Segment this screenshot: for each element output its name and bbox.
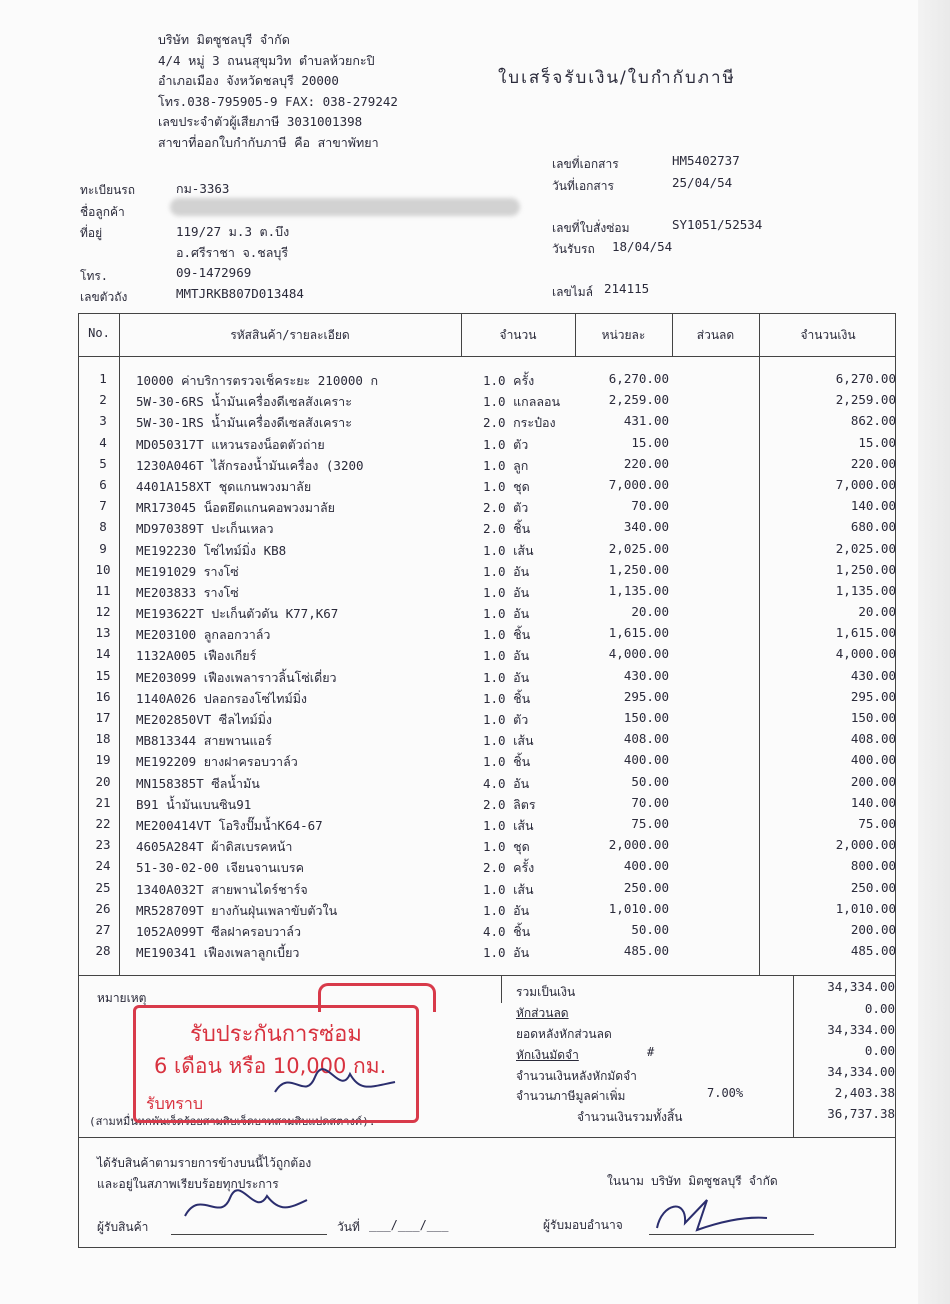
document-title: ใบเสร็จรับเงิน/ใบกำกับภาษี bbox=[498, 68, 736, 88]
row-quantity: 1.0 เส้น bbox=[483, 881, 534, 897]
address-line-2: อ.ศรีราชา จ.ชลบุรี bbox=[176, 245, 289, 260]
row-description: 1340A032T สายพานไดร์ชาร์จ bbox=[136, 881, 308, 897]
chassis-number: MMTJRKB807D013484 bbox=[176, 286, 304, 301]
row-unit-price: 400.00 bbox=[623, 752, 669, 768]
row-no: 19 bbox=[95, 752, 111, 768]
row-quantity: 1.0 อัน bbox=[483, 669, 530, 685]
row-total: 15.00 bbox=[858, 434, 896, 450]
row-no: 4 bbox=[99, 434, 107, 450]
table-row bbox=[79, 899, 895, 920]
table-row bbox=[79, 772, 895, 793]
row-total: 485.00 bbox=[850, 943, 896, 959]
row-unit-price: 2,259.00 bbox=[608, 392, 669, 408]
row-quantity: 1.0 ชิ้น bbox=[483, 754, 531, 770]
table-row bbox=[79, 708, 895, 729]
table-row bbox=[79, 729, 895, 750]
row-total: 800.00 bbox=[850, 858, 896, 874]
repair-no-label: เลขที่ใบสั่งซ่อม bbox=[552, 221, 630, 235]
row-quantity: 2.0 กระป๋อง bbox=[483, 415, 556, 431]
table-row bbox=[79, 644, 895, 665]
row-no: 5 bbox=[99, 455, 107, 471]
after-discount-label: ยอดหลังหักส่วนลด bbox=[516, 1027, 612, 1041]
amount-in-words: (สามหมื่นหกพันเจ็ดร้อยสามสิบเจ็ดบาทสามสิบแปดสตางค์). bbox=[89, 1115, 376, 1128]
row-no: 11 bbox=[95, 582, 111, 598]
row-unit-price: 1,615.00 bbox=[608, 625, 669, 641]
row-total: 20.00 bbox=[858, 604, 896, 620]
receiver-signature bbox=[175, 1178, 315, 1228]
phone: 09-1472969 bbox=[176, 265, 252, 280]
row-description: 5W-30-6RS น้ำมันเครื่องดีเซลสังเคราะ bbox=[136, 394, 352, 410]
address-line-1: 119/27 ม.3 ต.บึง bbox=[176, 224, 290, 239]
row-no: 18 bbox=[95, 731, 111, 747]
company-line: อำเภอเมือง จังหวัดชลบุรี 20000 bbox=[158, 73, 339, 88]
row-quantity: 1.0 อัน bbox=[483, 648, 530, 664]
table-body bbox=[79, 369, 895, 962]
address-label: ที่อยู่ bbox=[80, 226, 103, 240]
repair-no: SY1051/52534 bbox=[672, 217, 763, 232]
row-unit-price: 6,270.00 bbox=[608, 371, 669, 386]
row-quantity: 1.0 ตัว bbox=[483, 712, 529, 727]
row-quantity: 2.0 ชิ้น bbox=[483, 521, 531, 537]
row-total: 150.00 bbox=[850, 710, 896, 725]
row-total: 2,259.00 bbox=[835, 392, 896, 408]
row-no: 1 bbox=[99, 371, 107, 386]
row-no: 20 bbox=[95, 773, 111, 789]
doc-date: 25/04/54 bbox=[672, 175, 733, 190]
table-row bbox=[79, 750, 895, 771]
deposit-mark: # bbox=[647, 1045, 655, 1059]
table-row bbox=[79, 856, 895, 877]
table-row bbox=[79, 560, 895, 581]
table-row bbox=[79, 390, 895, 411]
row-quantity: 2.0 ตัว bbox=[483, 500, 529, 516]
row-description: MN158385T ซีลน้ำมัน bbox=[136, 775, 260, 791]
row-total: 6,270.00 bbox=[835, 371, 896, 386]
row-total: 140.00 bbox=[850, 794, 896, 810]
row-description: 1052A099T ซีลฝาครอบวาล์ว bbox=[136, 923, 301, 939]
row-total: 2,025.00 bbox=[835, 540, 896, 556]
items-table bbox=[78, 313, 896, 976]
row-description: 1230A046T ไส้กรองน้ำมันเครื่อง (3200 bbox=[136, 457, 364, 473]
header-desc: รหัสสินค้า/รายละเอียด bbox=[230, 328, 350, 342]
row-total: 75.00 bbox=[858, 815, 896, 831]
table-row bbox=[79, 411, 895, 432]
header-no: No. bbox=[88, 326, 110, 340]
doc-no-label: เลขที่เอกสาร bbox=[552, 157, 619, 171]
received-text-2: และอยู่ในสภาพเรียบร้อยทุกประการ bbox=[97, 1177, 279, 1191]
table-row bbox=[79, 941, 895, 962]
row-unit-price: 1,135.00 bbox=[608, 582, 669, 598]
redacted-customer-name bbox=[170, 198, 520, 216]
row-description: MD050317T แหวนรองน็อตตัวถ่าย bbox=[136, 436, 325, 452]
row-total: 408.00 bbox=[850, 731, 896, 747]
row-total: 680.00 bbox=[850, 519, 896, 535]
row-quantity: 2.0 ครั้ง bbox=[483, 860, 535, 876]
row-description: ME202850VT ซีลไทม์มิ่ง bbox=[136, 712, 273, 727]
row-unit-price: 50.00 bbox=[631, 773, 669, 789]
row-total: 4,000.00 bbox=[835, 646, 896, 662]
table-row bbox=[79, 433, 895, 454]
table-row bbox=[79, 475, 895, 496]
row-total: 7,000.00 bbox=[835, 476, 896, 492]
row-description: 10000 ค่าบริการตรวจเช็คระยะ 210000 ก bbox=[136, 373, 379, 388]
row-no: 13 bbox=[95, 625, 111, 641]
row-unit-price: 150.00 bbox=[623, 710, 669, 725]
row-unit-price: 75.00 bbox=[631, 815, 669, 831]
row-total: 295.00 bbox=[850, 688, 896, 704]
row-description: MR528709T ยางกันฝุ่นเพลาขับตัวใน bbox=[136, 902, 338, 918]
table-row bbox=[79, 602, 895, 623]
row-no: 3 bbox=[99, 413, 107, 429]
row-no: 22 bbox=[95, 815, 111, 831]
row-unit-price: 485.00 bbox=[623, 943, 669, 959]
row-total: 140.00 bbox=[850, 498, 896, 514]
row-total: 430.00 bbox=[850, 667, 896, 683]
row-description: ME203833 รางโซ่ bbox=[136, 584, 239, 600]
authorized-signature bbox=[647, 1188, 777, 1238]
date-blank: ___/___/___ bbox=[369, 1218, 449, 1232]
table-row bbox=[79, 517, 895, 538]
row-quantity: 2.0 ลิตร bbox=[483, 796, 536, 812]
row-no: 14 bbox=[95, 646, 111, 662]
row-description: ME192230 โซ่ไทม์มิ่ง KB8 bbox=[136, 542, 287, 558]
row-quantity: 1.0 ชิ้น bbox=[483, 690, 531, 706]
grand-total-value: 36,737.38 bbox=[827, 1106, 895, 1121]
company-line: โทร.038-795905-9 FAX: 038-279242 bbox=[158, 93, 398, 109]
row-quantity: 4.0 อัน bbox=[483, 775, 530, 791]
stamp-signature bbox=[270, 1062, 400, 1107]
table-row bbox=[79, 814, 895, 835]
row-quantity: 1.0 อัน bbox=[483, 606, 530, 622]
row-description: 1132A005 เฟืองเกียร์ bbox=[136, 648, 257, 664]
row-quantity: 1.0 อัน bbox=[483, 902, 530, 918]
row-unit-price: 7,000.00 bbox=[608, 476, 669, 492]
row-description: 51-30-02-00 เจียนจานเบรค bbox=[136, 860, 304, 876]
receive-date-label: วันรับรถ bbox=[552, 242, 595, 256]
row-no: 26 bbox=[95, 900, 111, 916]
row-description: 1140A026 ปลอกรองโซ่ไทม์มิ่ง bbox=[136, 690, 308, 706]
row-description: ME200414VT โอริงปั๊มน้ำK64-67 bbox=[136, 817, 323, 833]
company-line: 4/4 หมู่ 3 ถนนสุขุมวิท ตำบลห้วยกะปิ bbox=[158, 52, 375, 68]
subtotal-value: 34,334.00 bbox=[827, 979, 895, 994]
row-total: 1,010.00 bbox=[835, 900, 896, 916]
row-total: 400.00 bbox=[850, 752, 896, 768]
row-no: 27 bbox=[95, 921, 111, 937]
row-no: 7 bbox=[99, 498, 107, 514]
row-quantity: 1.0 เส้น bbox=[483, 733, 534, 749]
row-total: 250.00 bbox=[850, 879, 896, 895]
row-unit-price: 70.00 bbox=[631, 794, 669, 810]
row-quantity: 4.0 ชิ้น bbox=[483, 923, 531, 939]
row-quantity: 1.0 ลูก bbox=[483, 457, 529, 473]
row-quantity: 1.0 ตัว bbox=[483, 436, 529, 452]
row-description: MB813344 สายพานแอร์ bbox=[136, 733, 272, 749]
date-label: วันที่ bbox=[337, 1220, 360, 1234]
after-deposit-value: 34,334.00 bbox=[827, 1064, 895, 1079]
company-line: บริษัท มิตซูชลบุรี จำกัด bbox=[158, 32, 290, 47]
row-description: ME203100 ลูกลอกวาล์ว bbox=[136, 627, 271, 643]
table-row bbox=[79, 666, 895, 687]
company-info bbox=[158, 30, 398, 153]
header-unit-price: หน่วยละ bbox=[601, 328, 646, 342]
row-quantity: 1.0 ชุด bbox=[483, 478, 530, 494]
row-no: 2 bbox=[99, 392, 107, 408]
table-row bbox=[79, 496, 895, 517]
header-qty: จำนวน bbox=[499, 328, 537, 342]
row-description: MD970389T ปะเก็นเหลว bbox=[136, 521, 274, 537]
row-total: 220.00 bbox=[850, 455, 896, 471]
receiver-signature-line bbox=[171, 1234, 327, 1235]
row-description: 4605A284T ผ้าดิสเบรคหน้า bbox=[136, 839, 293, 855]
table-row bbox=[79, 878, 895, 899]
vat-rate: 7.00% bbox=[707, 1086, 744, 1100]
row-no: 10 bbox=[95, 561, 111, 577]
row-no: 21 bbox=[95, 794, 111, 810]
table-row bbox=[79, 581, 895, 602]
row-quantity: 1.0 แกลลอน bbox=[483, 394, 561, 410]
row-unit-price: 50.00 bbox=[631, 921, 669, 937]
row-no: 15 bbox=[95, 667, 111, 683]
row-unit-price: 15.00 bbox=[631, 434, 669, 450]
row-unit-price: 70.00 bbox=[631, 498, 669, 514]
received-text-1: ได้รับสินค้าตามรายการข้างบนนี้ไว้ถูกต้อง bbox=[97, 1156, 312, 1170]
row-no: 25 bbox=[95, 879, 111, 895]
doc-date-label: วันที่เอกสาร bbox=[552, 179, 614, 193]
vat-label: จำนวนภาษีมูลค่าเพิ่ม bbox=[516, 1089, 626, 1103]
on-behalf-text: ในนาม บริษัท มิตซูชลบุรี จำกัด bbox=[607, 1174, 778, 1188]
remark-label: หมายเหตุ bbox=[97, 991, 147, 1005]
after-deposit-label: จำนวนเงินหลังหักมัดจำ bbox=[516, 1069, 637, 1083]
chassis-label: เลขตัวถัง bbox=[80, 290, 128, 304]
row-total: 862.00 bbox=[850, 413, 896, 429]
row-description: ME193622T ปะเก็นตัวดัน K77,K67 bbox=[136, 606, 339, 622]
stamp-line-1: รับประกันการซ่อม bbox=[190, 1022, 362, 1047]
row-total: 1,250.00 bbox=[835, 561, 896, 577]
grand-total-label: จำนวนเงินรวมทั้งสิ้น bbox=[577, 1110, 683, 1124]
table-row bbox=[79, 687, 895, 708]
row-no: 12 bbox=[95, 604, 111, 620]
after-discount-value: 34,334.00 bbox=[827, 1022, 895, 1037]
row-description: ME192209 ยางฝาครอบวาล์ว bbox=[136, 754, 298, 770]
table-row bbox=[79, 369, 895, 390]
header-total: จำนวนเงิน bbox=[800, 328, 856, 342]
mileage: 214115 bbox=[604, 281, 650, 296]
row-unit-price: 1,010.00 bbox=[608, 900, 669, 916]
row-quantity: 1.0 ชุด bbox=[483, 839, 530, 855]
table-row bbox=[79, 454, 895, 475]
row-description: ME190341 เฟืองเพลาลูกเบี้ยว bbox=[136, 945, 300, 961]
vat-value: 2,403.38 bbox=[834, 1085, 895, 1100]
row-quantity: 1.0 อัน bbox=[483, 945, 530, 961]
row-unit-price: 295.00 bbox=[623, 688, 669, 704]
row-total: 200.00 bbox=[850, 773, 896, 789]
subtotal-label: รวมเป็นเงิน bbox=[516, 985, 576, 999]
table-row bbox=[79, 623, 895, 644]
mileage-label: เลขไมล์ bbox=[552, 285, 593, 299]
row-no: 28 bbox=[95, 943, 111, 959]
customer-name-label: ชื่อลูกค้า bbox=[80, 205, 125, 219]
row-no: 9 bbox=[99, 540, 107, 556]
row-quantity: 1.0 อัน bbox=[483, 563, 530, 579]
table-row bbox=[79, 835, 895, 856]
row-unit-price: 2,000.00 bbox=[608, 837, 669, 853]
plate-number: กม-3363 bbox=[176, 181, 230, 196]
row-no: 16 bbox=[95, 688, 111, 704]
row-total: 1,615.00 bbox=[835, 625, 896, 641]
authorized-label: ผู้รับมอบอำนาจ bbox=[543, 1218, 623, 1232]
row-no: 6 bbox=[99, 476, 107, 492]
deposit-label: หักเงินมัดจำ bbox=[516, 1048, 579, 1062]
company-line: สาขาที่ออกใบกำกับภาษี คือ สาขาพัทยา bbox=[158, 134, 379, 150]
deposit-value: 0.00 bbox=[864, 1043, 895, 1058]
row-unit-price: 250.00 bbox=[623, 879, 669, 895]
row-description: MR173045 น็อตยึดแกนคอพวงมาลัย bbox=[136, 500, 335, 516]
row-quantity: 1.0 ชิ้น bbox=[483, 627, 531, 643]
paper-edge bbox=[918, 0, 950, 1304]
row-total: 1,135.00 bbox=[835, 582, 896, 598]
discount-value: 0.00 bbox=[864, 1001, 895, 1016]
receiver-label: ผู้รับสินค้า bbox=[97, 1220, 149, 1234]
row-unit-price: 4,000.00 bbox=[608, 646, 669, 662]
row-unit-price: 220.00 bbox=[623, 455, 669, 471]
row-unit-price: 340.00 bbox=[623, 519, 669, 535]
receive-date: 18/04/54 bbox=[612, 239, 673, 254]
signature-section bbox=[78, 1138, 896, 1248]
table-row bbox=[79, 539, 895, 560]
row-no: 8 bbox=[99, 519, 107, 535]
row-unit-price: 430.00 bbox=[623, 667, 669, 683]
row-quantity: 1.0 อัน bbox=[483, 584, 530, 600]
row-unit-price: 431.00 bbox=[623, 413, 669, 429]
phone-label: โทร. bbox=[80, 269, 109, 283]
doc-no: HM5402737 bbox=[672, 153, 740, 168]
row-quantity: 1.0 เส้น bbox=[483, 817, 534, 833]
row-unit-price: 1,250.00 bbox=[608, 561, 669, 577]
row-description: ME203099 เฟืองเพลาราวลิ้นโซ่เดี่ยว bbox=[136, 669, 337, 685]
row-total: 2,000.00 bbox=[835, 837, 896, 853]
row-unit-price: 408.00 bbox=[623, 731, 669, 747]
company-line: เลขประจำตัวผู้เสียภาษี 3031001398 bbox=[158, 114, 363, 129]
row-unit-price: 20.00 bbox=[631, 604, 669, 620]
row-description: B91 น้ำมันเบนซิน91 bbox=[136, 796, 252, 812]
stamp-line-2: 6 เดือน หรือ 10,000 กม. bbox=[154, 1054, 387, 1078]
plate-label: ทะเบียนรถ bbox=[80, 183, 136, 197]
row-unit-price: 2,025.00 bbox=[608, 540, 669, 556]
stamp-line-3: รับทราบ bbox=[146, 1094, 204, 1113]
row-quantity: 1.0 เส้น bbox=[483, 542, 534, 558]
header-discount: ส่วนลด bbox=[696, 328, 735, 342]
row-quantity: 1.0 ครั้ง bbox=[483, 373, 535, 388]
table-row bbox=[79, 793, 895, 814]
row-description: 5W-30-1RS น้ำมันเครื่องดีเซลสังเคราะ bbox=[136, 415, 352, 431]
row-description: ME191029 รางโซ่ bbox=[136, 563, 239, 579]
row-total: 200.00 bbox=[850, 921, 896, 937]
row-description: 4401A158XT ชุดแกนพวงมาลัย bbox=[136, 478, 312, 494]
discount-label: หักส่วนลด bbox=[516, 1006, 569, 1020]
table-row bbox=[79, 920, 895, 941]
row-no: 17 bbox=[95, 710, 111, 725]
row-no: 24 bbox=[95, 858, 111, 874]
row-no: 23 bbox=[95, 837, 111, 853]
row-unit-price: 400.00 bbox=[623, 858, 669, 874]
